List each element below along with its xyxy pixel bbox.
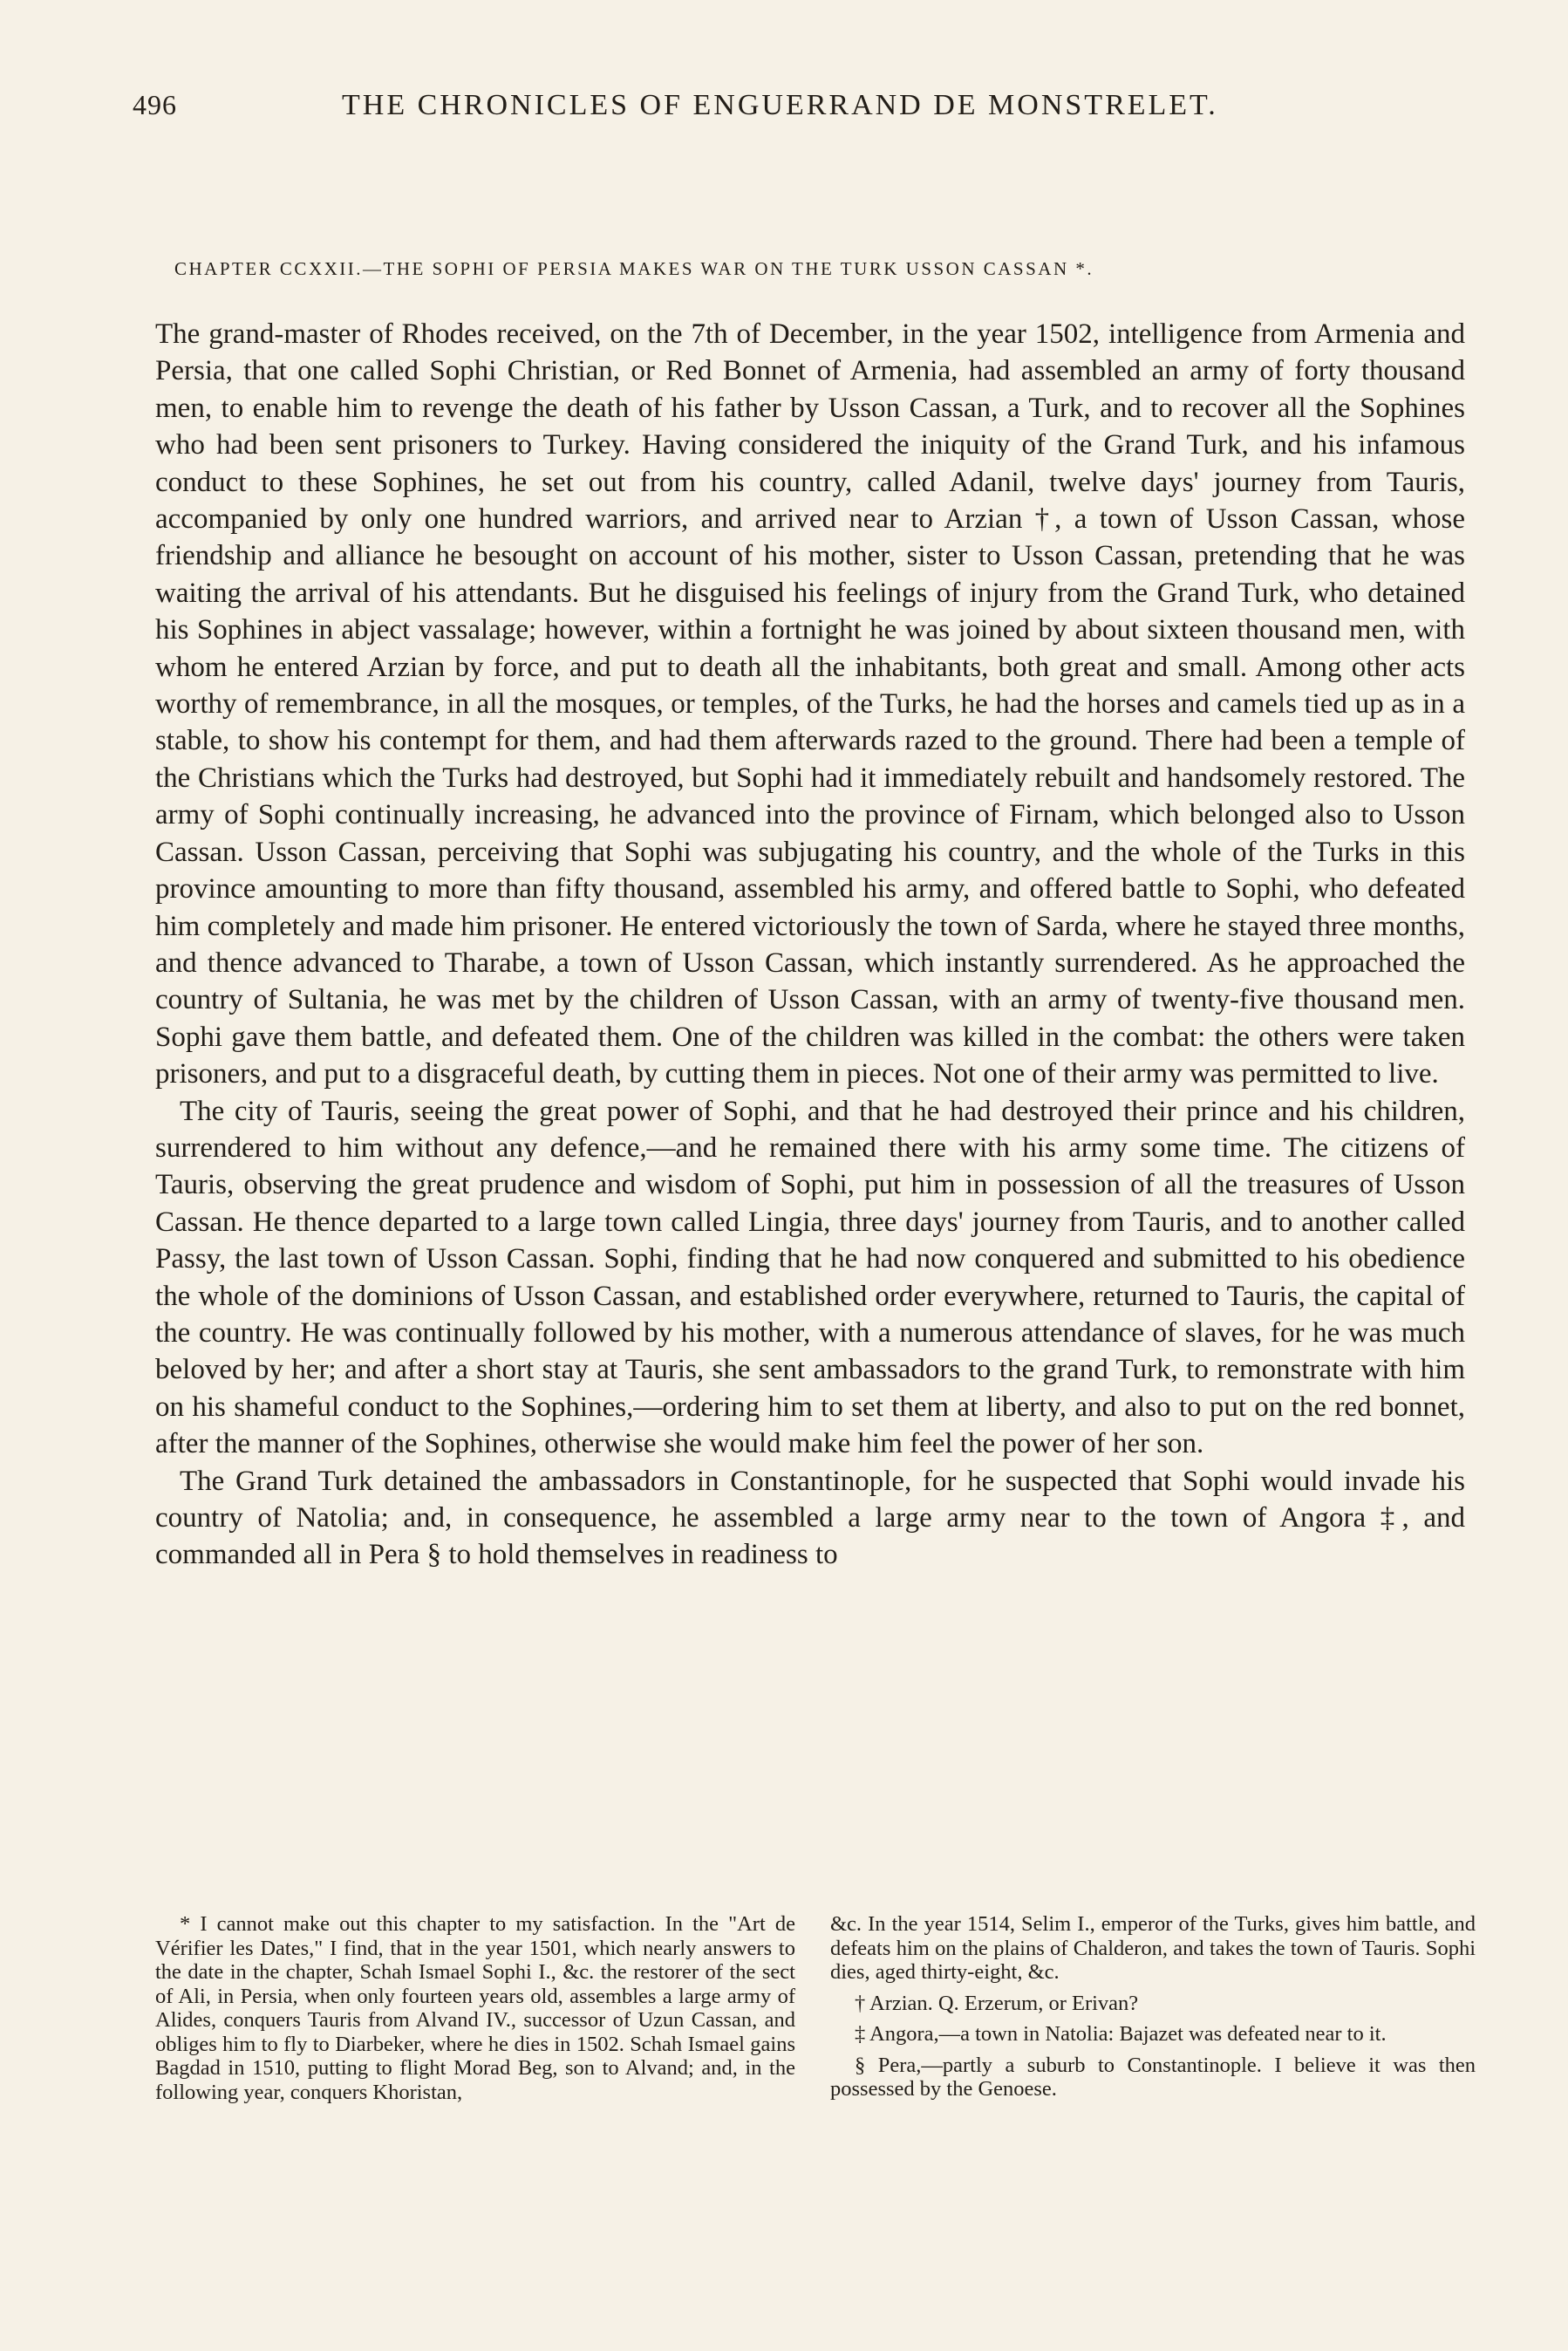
- body-paragraph: The Grand Turk detained the ambassadors in Constantinople, for he suspected that Sophi would invade his country of Natolia; and, in consequence, he assembled a large army near to the town of Angora ‡, and commanded all in Pera § to hold themselves in readiness to: [155, 1465, 1465, 1571]
- chapter-heading: CHAPTER CCXXII.—THE SOPHI OF PERSIA MAKES WAR ON THE TURK USSON CASSAN *.: [174, 258, 1094, 279]
- page-number: 496: [133, 89, 177, 120]
- page-header: [133, 89, 1353, 131]
- body-text: [155, 316, 1465, 1574]
- footnote-continuation: &c. In the year 1514, Selim I., emperor of the Turks, gives him battle, and defeats him on the plains of Chalderon, and takes the town of Tauris. Sophi dies, aged thirty-eight, &c.: [830, 1912, 1476, 1984]
- body-paragraph: The city of Tauris, seeing the great power of Sophi, and that he had destroyed their prince and his children, surrendered to him without any defence,—and he remained there with his army some time. The citizens of Tauris, observing the great prudence and wisdom of Sophi, put him in possession of all the treasures of Usson Cassan. He thence departed to a large town called Lingia, three days' journey from Tauris, and to another called Passy, the last town of Usson Cassan. Sophi, finding that he had now conquered and submitted to his obedience the whole of the dominions of Usson Cassan, and established order everywhere, returned to Tauris, the capital of the country. He was continually followed by his mother, with a numerous attendance of slaves, for he was much beloved by her; and after a short stay at Tauris, she sent ambassadors to the grand Turk, to remonstrate with him on his shameful conduct to the Sophines,—ordering him to set them at liberty, and also to put on the red bonnet, after the manner of the Sophines, otherwise she would make him feel the power of her son.: [155, 1095, 1465, 1460]
- body-paragraph: The grand-master of Rhodes received, on the 7th of December, in the year 1502, intelligence from Armenia and Persia, that one called Sophi Christian, or Red Bonnet of Armenia, had assembled an army of forty thousand men, to enable him to revenge the death of his father by Usson Cassan, a Turk, and to recover all the Sophines who had been sent prisoners to Turkey. Having considered the iniquity of the Grand Turk, and his infamous conduct to these Sophines, he set out from his country, called Adanil, twelve days' journey from Tauris, accompanied by only one hundred warriors, and arrived near to Arzian †, a town of Usson Cassan, whose friendship and alliance he besought on account of his mother, sister to Usson Cassan, pretending that he was waiting the arrival of his attendants. But he disguised his feelings of injury from the Grand Turk, who detained his Sophines in abject vassalage; however, within a fortnight he was joined by about sixteen thousand men, with whom he entered Arzian by force, and put to death all the inhabitants, both great and small. Among other acts worthy of remembrance, in all the mosques, or temples, of the Turks, he had the horses and camels tied up as in a stable, to show his contempt for them, and had them afterwards razed to the ground. There had been a temple of the Christians which the Turks had destroyed, but Sophi had it immediately rebuilt and handsomely restored. The army of Sophi continually increasing, he advanced into the province of Firnam, which belonged also to Usson Cassan. Usson Cassan, perceiving that Sophi was subjugating his country, and the whole of the Turks in this province amounting to more than fifty thousand, assembled his army, and offered battle to Sophi, who defeated him completely and made him prisoner. He entered victoriously the town of Sarda, where he stayed three months, and thence advanced to Tharabe, a town of Usson Cassan, which instantly surrendered. As he approached the country of Sultania, he was met by the children of Usson Cassan, with an army of twenty-five thousand men. Sophi gave them battle, and defeated them. One of the children was killed in the combat: the others were taken prisoners, and put to a disgraceful death, by cutting them in pieces. Not one of their army was permitted to live.: [155, 318, 1465, 1090]
- footnote: † Arzian. Q. Erzerum, or Erivan?: [855, 1991, 1139, 2015]
- footnotes: [155, 1912, 1476, 2111]
- running-title: THE CHRONICLES OF ENGUERRAND DE MONSTRELET.: [342, 89, 1218, 121]
- footnote: § Pera,—partly a suburb to Constantinople. I believe it was then possessed by the Genoese.: [830, 2053, 1476, 2101]
- footnotes-right-column: [830, 1912, 1476, 2111]
- footnote: ‡ Angora,—a town in Natolia: Bajazet was defeated near to it.: [855, 2022, 1387, 2046]
- footnotes-left-column: [155, 1912, 795, 2111]
- footnote: * I cannot make out this chapter to my satisfaction. In the "Art de Vérifier les Dates," I find, that in the year 1501, which nearly answers to the date in the chapter, Schah Ismael Sophi I., &c. the restorer of the sect of Ali, in Persia, when only fourteen years old, assembles a large army of Alides, conquers Tauris from Alvand IV., successor of Uzun Cassan, and obliges him to fly to Diarbeker, where he dies in 1502. Schah Ismael gains Bagdad in 1510, putting to flight Morad Beg, son to Alvand; and, in the following year, conquers Khoristan,: [155, 1912, 795, 2104]
